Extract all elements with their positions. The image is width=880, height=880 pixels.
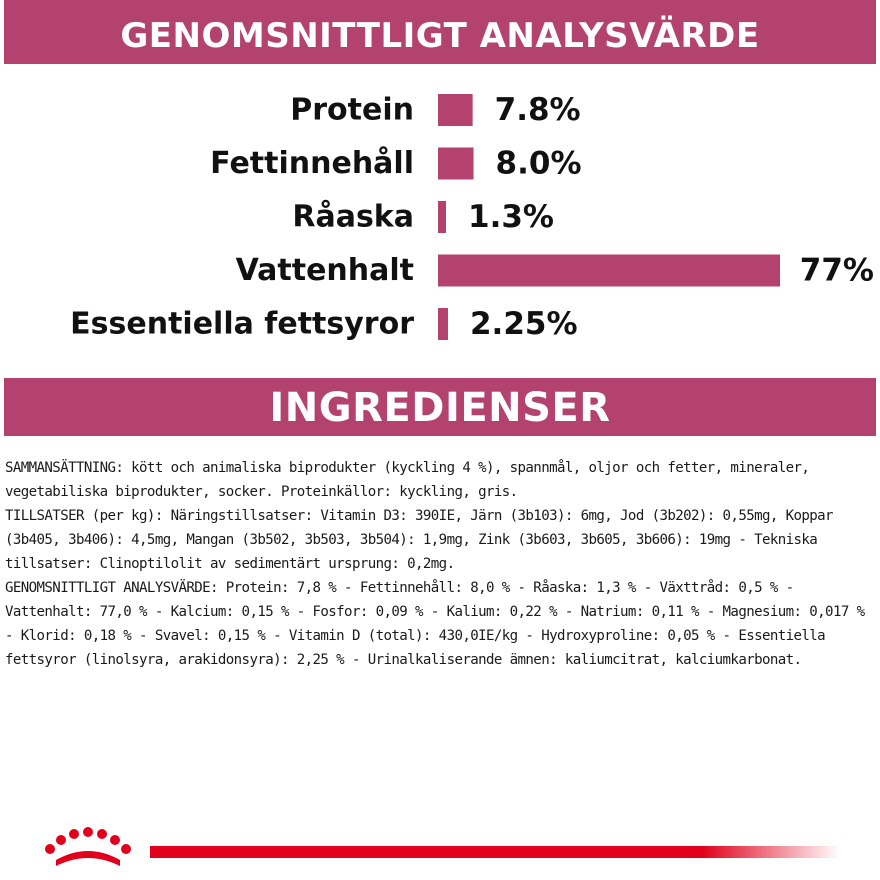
- bar-value-label: 1.3%: [468, 199, 554, 235]
- ingredients-composition: SAMMANSÄTTNING: kött och animaliska biprodukter (kyckling 4 %), spannmål, oljor och fetter, mineraler, vegetabiliska biprodukter, socker. Proteinkällor: kyckling, gris.: [5, 460, 810, 500]
- bar-category-label: Fettinnehåll: [210, 146, 414, 181]
- analysis-title: GENOMSNITTLIGT ANALYSVÄRDE: [120, 16, 760, 56]
- bar-category-label: Råaska: [292, 199, 414, 235]
- ingredients-title-banner: [4, 378, 876, 436]
- analysis-title-banner: [4, 0, 876, 64]
- bar-value-label: 2.25%: [469, 306, 578, 342]
- ingredients-additives: TILLSATSER (per kg): Näringstillsatser: Vitamin D3: 390IE, Järn (3b103): 6mg, Jod (3b202): 0,55mg, Koppar (3b405, 3b406): 4,5mg, Mangan (3b502, 3b503, 3b504): 1,9mg, Zink (3b603, 3b605, 3b606): 19mg - Tekniska tillsatser: Clinoptilolit av sedimentärt ursprung: 0,2mg.: [5, 508, 833, 572]
- footer-red-line: [150, 846, 840, 858]
- bar-category-label: Protein: [290, 92, 414, 128]
- bar: [438, 308, 448, 340]
- analysis-bar-chart: [0, 80, 880, 350]
- bar: [438, 201, 446, 233]
- ingredients-title: INGREDIENSER: [269, 385, 611, 431]
- bar-value-label: 7.8%: [494, 92, 581, 128]
- bar-value-label: 77%: [799, 252, 874, 289]
- bar-category-label: Essentiella fettsyror: [70, 306, 414, 342]
- ingredients-text: [5, 456, 875, 672]
- bar: [438, 94, 473, 126]
- bar: [438, 148, 474, 180]
- ingredients-analysis: GENOMSNITTLIGT ANALYSVÄRDE: Protein: 7,8 % - Fettinnehåll: 8,0 % - Råaska: 1,3 % - Växttråd: 0,5 % - Vattenhalt: 77,0 % - Kalcium: 0,15 % - Fosfor: 0,09 % - Kalium: 0,22 % - Natrium: 0,11 % - Magnesium: 0,017 % - Klorid: 0,18 % - Svavel: 0,15 % - Vitamin D (total): 430,0IE/kg - Hydroxyproline: 0,05 % - Essentiella fettsyror (linolsyra, arakidonsyra): 2,25 % - Urinalkaliserande ämnen: kaliumcitrat, kalciumkarbonat.: [5, 580, 865, 668]
- bar: [438, 255, 780, 287]
- footer-brand-strip: [0, 822, 880, 880]
- bar-value-label: 8.0%: [495, 145, 582, 182]
- royal-canin-crown-icon: [45, 827, 131, 866]
- bar-category-label: Vattenhalt: [235, 253, 414, 288]
